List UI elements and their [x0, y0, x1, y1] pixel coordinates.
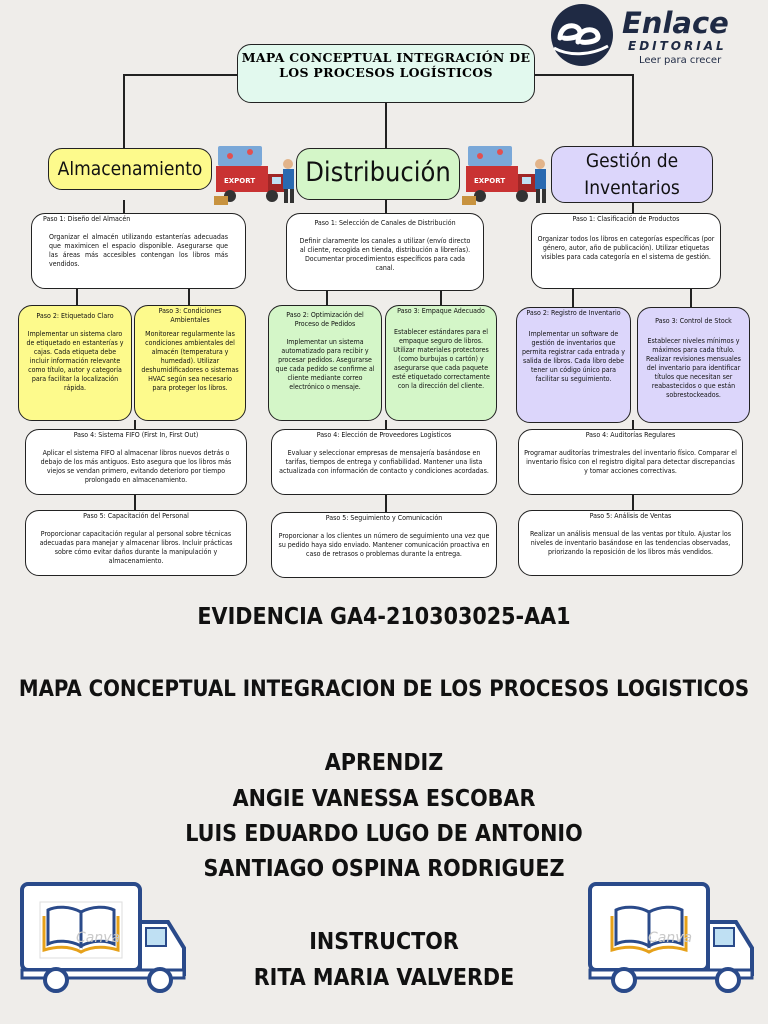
step-body: Organizar todos los libros en categorías específicas (por género, autor, año de publicación). Utilizar etiquetas visibles para cada categoría en el sistema de gestión. [537, 235, 715, 261]
almacenamiento-paso-5 [25, 510, 247, 576]
logo-mark-icon [548, 2, 620, 68]
step-title: Paso 1: Diseño del Almacén [43, 215, 131, 223]
distribucion-paso-3 [385, 305, 497, 421]
connector [76, 287, 78, 307]
distribucion-paso-2 [268, 305, 382, 421]
gestion-paso-4 [518, 429, 743, 495]
step-title: Paso 2: Registro de Inventario [526, 309, 621, 317]
book-truck-icon [20, 882, 188, 994]
distribucion-paso-4 [271, 429, 497, 495]
almacenamiento-paso-2 [18, 305, 132, 421]
connector [123, 74, 125, 150]
step-body: Establecer niveles mínimos y máximos para cada título. Realizar revisiones mensuales del inventario para identificar títulos que necesitan ser reabastecidos o que están sobrestockeados. [646, 337, 741, 399]
truck-icon [460, 142, 554, 208]
step-title: Paso 5: Análisis de Ventas [589, 512, 672, 520]
step-title: Paso 4: Sistema FIFO (First In, First Out) [73, 431, 199, 439]
almacenamiento-paso-4 [25, 429, 247, 495]
aprendiz-name: LUIS EDUARDO LUGO DE ANTONIO [185, 821, 583, 847]
page-title: MAPA CONCEPTUAL INTEGRACIÓN DE LOS PROCESOS LOGÍSTICOS [237, 44, 535, 103]
connector [123, 200, 125, 214]
step-title: Paso 3: Control de Stock [655, 317, 732, 325]
delivery-truck-illustration [212, 142, 302, 208]
category-gestion: Gestión de Inventarios [551, 146, 713, 203]
logo-brand: Enlace [622, 6, 729, 40]
step-body: Definir claramente los canales a utilizar (envío directo al cliente, recogida en tienda, distribución a librerías). Documentar procedimientos específicos para cada canal. [299, 237, 471, 272]
logo-tagline: Leer para crecer [639, 55, 722, 66]
connector [690, 289, 692, 307]
step-body: Organizar el almacén utilizando estanterías adecuadas que maximicen el espacio disponible. Asegurarse que las áreas más accesibles contengan los libros más vendidos. [49, 233, 228, 268]
step-title: Paso 5: Capacitación del Personal [83, 512, 189, 520]
step-body: Implementar un sistema claro de etiquetado en estanterías y cajas. Cada etiqueta debe incluir información relevante como título, autor y categoría para facilitar la localización rápida. [26, 330, 124, 392]
step-title: Paso 2: Etiquetado Claro [36, 312, 114, 320]
instructor-name: RITA MARIA VALVERDE [253, 965, 515, 991]
instructor-label: INSTRUCTOR [309, 929, 459, 955]
logo-subtitle: EDITORIAL [628, 39, 727, 53]
connector [534, 74, 633, 76]
aprendiz-label: APRENDIZ [324, 750, 444, 776]
connector [188, 287, 190, 307]
step-body: Evaluar y seleccionar empresas de mensajería basándose en tarifas, tiempos de entrega y confiabilidad. Mantener una lista actualizada con información de contacto y condiciones acordadas. [279, 449, 489, 475]
category-almacenamiento: Almacenamiento [48, 148, 212, 190]
step-title: Paso 3: Empaque Adecuado [397, 307, 485, 315]
almacenamiento-paso-3 [134, 305, 246, 421]
connector [134, 494, 136, 510]
book-truck-illustration-left [20, 882, 188, 994]
watermark: Canva [76, 930, 121, 946]
truck-icon [212, 142, 302, 208]
gestion-paso-1 [531, 213, 721, 289]
step-title: Paso 1: Clasificación de Productos [572, 215, 680, 223]
connector [385, 200, 387, 214]
step-title: Paso 3: Condiciones Ambientales [158, 307, 222, 324]
step-title: Paso 4: Elección de Proveedores Logísticos [316, 431, 452, 439]
connector [572, 289, 574, 307]
gestion-paso-5 [518, 510, 743, 576]
gestion-paso-3 [637, 307, 750, 423]
step-body: Monitorear regularmente las condiciones ambientales del almacén (temperatura y humedad). Utilizar deshumidificadores o sistemas HVAC según sea necesario para proteger los libros. [141, 330, 239, 392]
step-title: Paso 5: Seguimiento y Comunicación [325, 514, 443, 522]
truck-export-label: EXPORT [224, 177, 256, 185]
almacenamiento-paso-1 [31, 213, 246, 289]
aprendiz-name: SANTIAGO OSPINA RODRIGUEZ [203, 856, 565, 882]
step-body: Aplicar el sistema FIFO al almacenar libros nuevos detrás o debajo de los más antiguos. Esto asegura que los libros más viejos se vendan primero, evitando deterioro por tiempo prolongado en almacenamiento. [40, 449, 232, 484]
step-body: Proporcionar a los clientes un número de seguimiento una vez que su pedido haya sido enviado. Mantener comunicación proactiva en caso de retrasos o problemas durante la entrega. [278, 532, 490, 558]
book-truck-icon [588, 882, 758, 994]
enlace-logo [548, 2, 758, 68]
step-body: Implementar un sistema automatizado para recibir y procesar pedidos. Asegurarse que cada pedido se confirme al cliente mediante correo electrónico o mensaje. [275, 338, 375, 391]
connector [385, 103, 387, 149]
distribucion-paso-1 [286, 213, 484, 291]
step-body: Establecer estándares para el empaque seguro de libros. Utilizar materiales protectores (como burbujas o cartón) y asegurarse que cada paquete esté etiquetado correctamente con la dirección del cliente. [392, 328, 490, 390]
connector [632, 494, 634, 510]
distribucion-paso-5 [271, 512, 497, 578]
step-body: Programar auditorías trimestrales del inventario físico. Comparar el inventario físico con el registro digital para detectar discrepancias y tomar acciones correctivas. [524, 449, 737, 475]
watermark: Canva [648, 930, 693, 946]
book-truck-illustration-right [588, 882, 758, 994]
evidencia-title: EVIDENCIA GA4-210303025-AA1 [197, 604, 571, 630]
category-distribucion: Distribución [296, 148, 460, 200]
connector [123, 74, 238, 76]
step-body: Realizar un análisis mensual de las ventas por título. Ajustar los niveles de inventario basándose en las tendencias observadas, priorizando la reposición de los libros más vendidos. [529, 530, 732, 556]
step-title: Paso 2: Optimización del Proceso de Pedidos [286, 311, 364, 328]
connector [385, 494, 387, 512]
aprendiz-name: ANGIE VANESSA ESCOBAR [232, 786, 536, 812]
step-title: Paso 4: Auditorías Regulares [585, 431, 676, 439]
gestion-paso-2 [516, 307, 631, 423]
step-body: Proporcionar capacitación regular al personal sobre técnicas adecuadas para manejar y almacenar libros. Incluir prácticas sobre cómo evitar daños durante la manipulación y almacenamiento. [39, 530, 233, 565]
mapa-title: MAPA CONCEPTUAL INTEGRACION DE LOS PROCESOS LOGISTICOS [18, 677, 750, 702]
delivery-truck-illustration [460, 142, 554, 208]
step-title: Paso 1: Selección de Canales de Distribución [314, 219, 456, 227]
step-body: Implementar un software de gestión de inventarios que permita registrar cada entrada y salida de libros. Cada libro debe tener un código único para facilitar su seguimiento. [522, 330, 625, 383]
truck-export-label: EXPORT [474, 177, 506, 185]
connector [632, 74, 634, 148]
